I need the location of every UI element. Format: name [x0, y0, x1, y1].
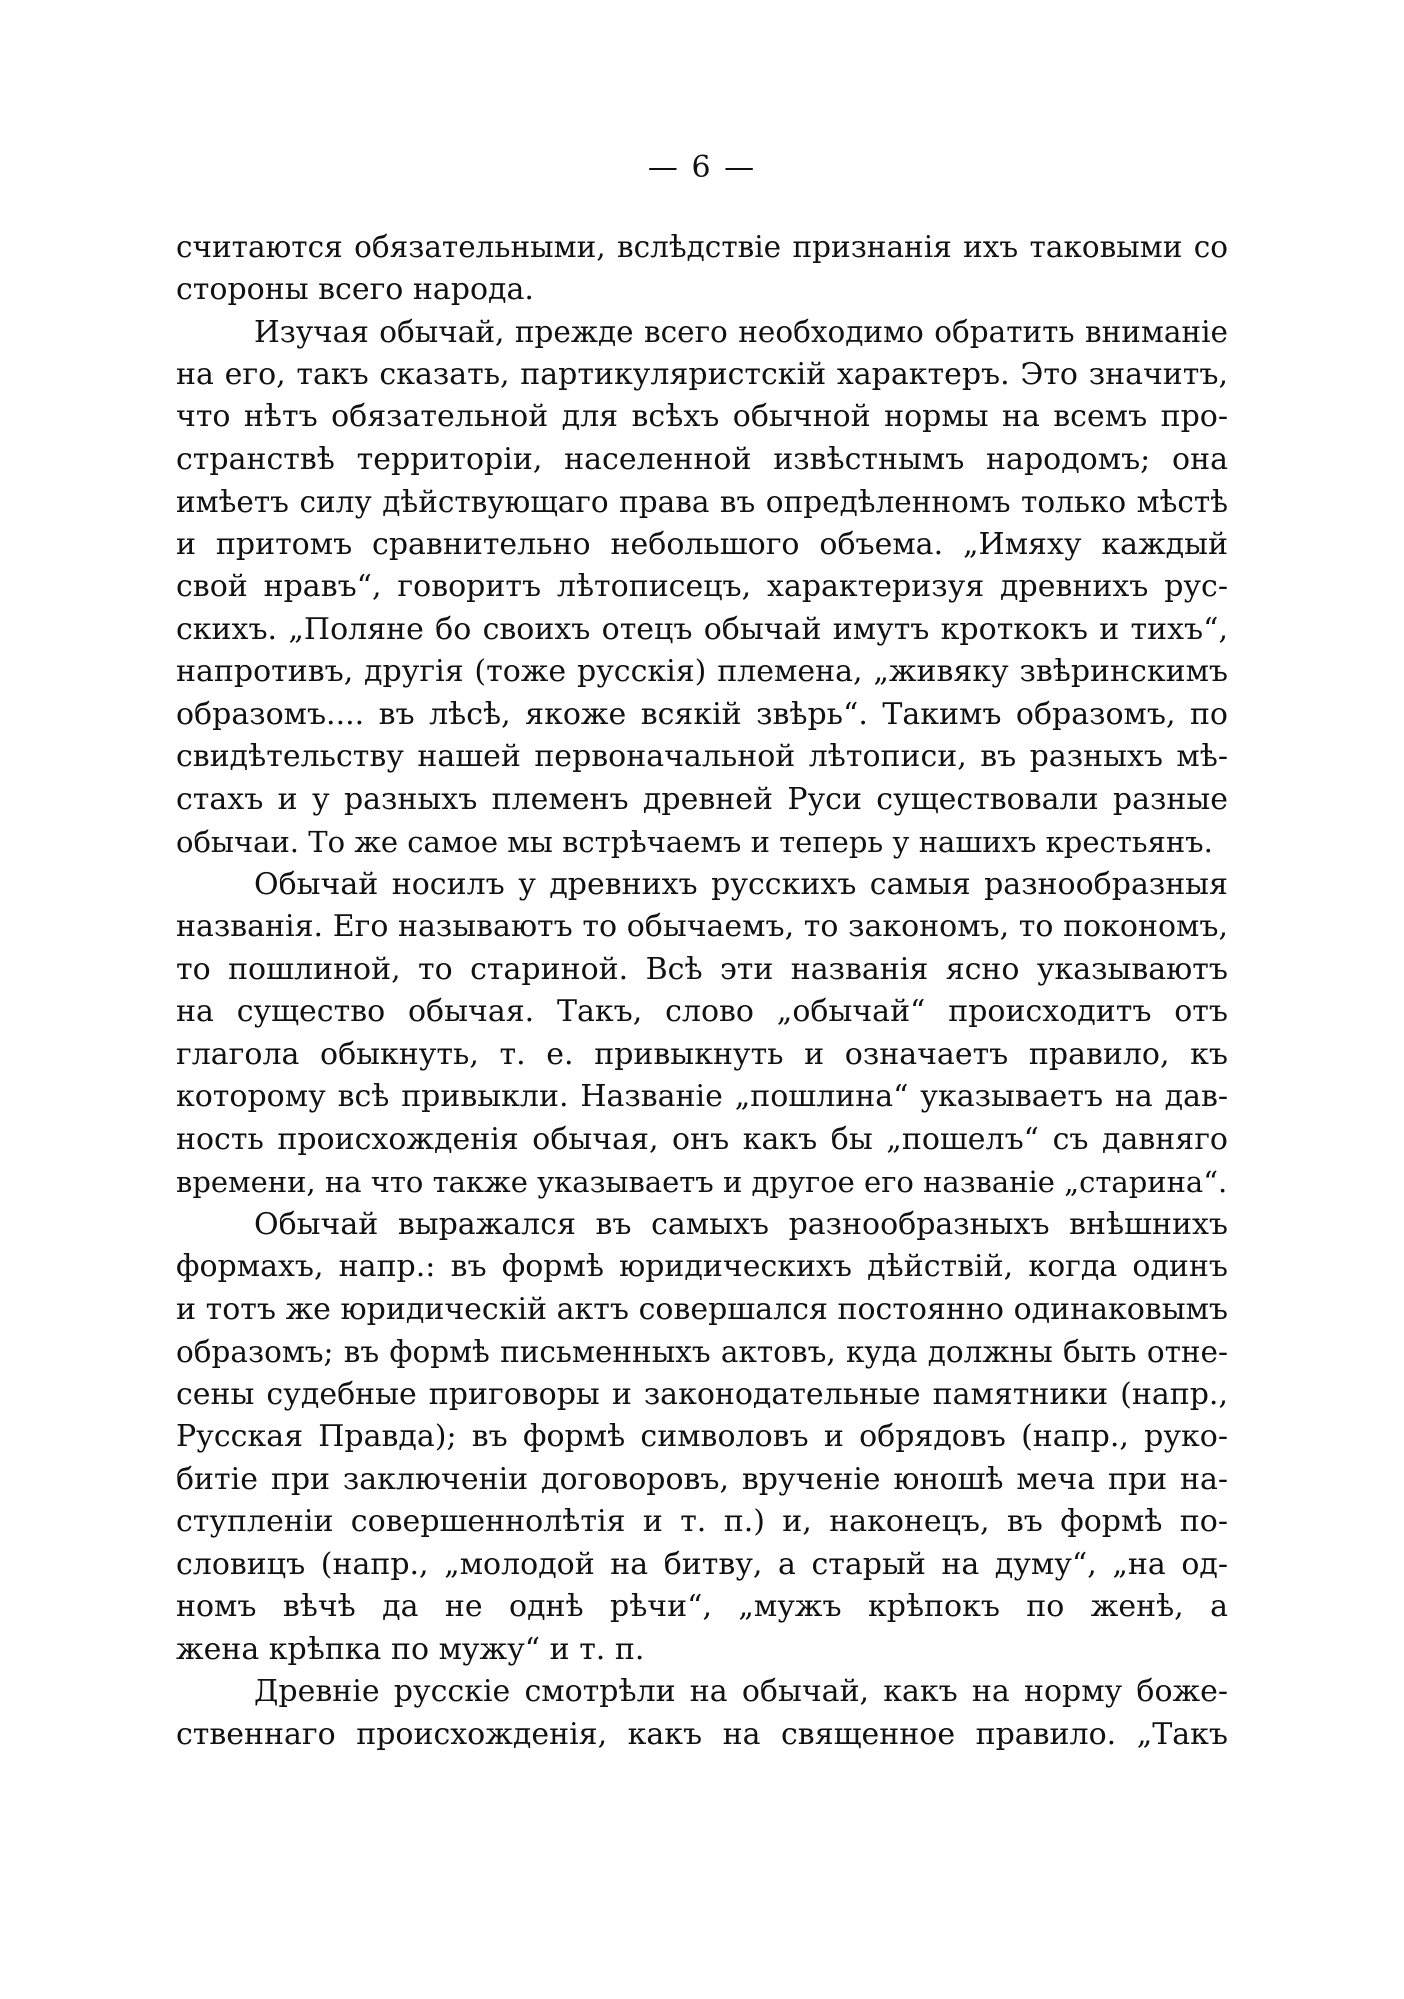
text-line: словицъ (напр., „молодой на битву, а старый на думу“, „на од- [176, 1546, 1228, 1582]
text-line: напротивъ, другія (тоже русскія) племена, „живяку звѣринскимъ [176, 654, 1228, 689]
text-line: на его, такъ сказать, партикуляристскій характеръ. Это значитъ, [176, 356, 1228, 392]
text-line: которому всѣ привыкли. Названіе „пошлина“ указываетъ на дав- [176, 1079, 1228, 1114]
text-line: ственнаго происхожденія, какъ на священное правило. „Такъ [176, 1716, 1228, 1752]
text-line: Древніе русскіе смотрѣли на обычай, какъ на норму боже- [254, 1674, 1228, 1709]
text-line: глагола обыкнуть, т. е. привыкнуть и означаетъ правило, къ [176, 1036, 1228, 1072]
text-line: странствѣ территоріи, населенной извѣстнымъ народомъ; она [176, 441, 1228, 477]
text-line: образомъ.... въ лѣсѣ, якоже всякій звѣрь“. Такимъ образомъ, по [176, 696, 1228, 732]
text-line: образомъ; въ формѣ письменныхъ актовъ, куда должны быть отне- [176, 1335, 1228, 1369]
text-line: номъ вѣчѣ да не однѣ рѣчи“, „мужъ крѣпокъ по женѣ, а [176, 1589, 1228, 1624]
text-line: стороны всего народа. [176, 271, 534, 307]
text-line: имѣетъ силу дѣйствующаго права въ опредѣленномъ только мѣстѣ [176, 485, 1228, 519]
page-number: — 6 — [647, 150, 757, 185]
text-line: и притомъ сравнительно небольшого объема. „Имяху каждый [176, 526, 1228, 562]
text-line: времени, на что также указываетъ и другое его названіе „старина“. [176, 1165, 1228, 1199]
text-line: названія. Его называютъ то обычаемъ, то закономъ, то покономъ, [176, 909, 1228, 944]
text-line: ность происхожденія обычая, онъ какъ бы „пошелъ“ съ давняго [176, 1121, 1228, 1157]
text-line: что нѣтъ обязательной для всѣхъ обычной нормы на всемъ про- [176, 399, 1228, 434]
text-line: на существо обычая. Такъ, слово „обычай“ происходитъ отъ [176, 994, 1228, 1029]
text-line: Обычай выражался въ самыхъ разнообразныхъ внѣшнихъ [254, 1206, 1228, 1242]
text-line: обычаи. То же самое мы встрѣчаемъ и теперь у нашихъ крестьянъ. [176, 825, 1213, 859]
text-line: свой нравъ“, говоритъ лѣтописецъ, характеризуя древнихъ рус- [176, 569, 1228, 604]
text-line: ступленіи совершеннолѣтія и т. п.) и, наконецъ, въ формѣ по- [176, 1504, 1228, 1539]
text-line: стахъ и у разныхъ племенъ древней Руси существовали разные [176, 781, 1228, 817]
text-line: скихъ. „Поляне бо своихъ отецъ обычай имутъ кроткокъ и тихъ“, [176, 611, 1228, 647]
text-line: сены судебные приговоры и законодательные памятники (напр., [176, 1376, 1228, 1412]
text-line: то пошлиной, то стариной. Всѣ эти названія ясно указываютъ [176, 951, 1228, 987]
text-line: формахъ, напр.: въ формѣ юридическихъ дѣйствій, когда одинъ [176, 1249, 1228, 1284]
text-line: жена крѣпка по мужу“ и т. п. [176, 1631, 645, 1667]
text-line: Изучая обычай, прежде всего необходимо обратить вниманіе [254, 315, 1228, 349]
text-line: свидѣтельству нашей первоначальной лѣтописи, въ разныхъ мѣ- [176, 739, 1228, 774]
text-line: и тотъ же юридическій актъ совершался постоянно одинаковымъ [176, 1291, 1228, 1327]
text-line: считаются обязательными, вслѣдствіе признанія ихъ таковыми со [176, 230, 1228, 264]
text-line: битіе при заключеніи договоровъ, врученіе юношѣ меча при на- [176, 1461, 1228, 1497]
body-text [176, 226, 1228, 1756]
text-line: Русская Правда); въ формѣ символовъ и обрядовъ (напр., руко- [176, 1419, 1228, 1454]
text-line: Обычай носилъ у древнихъ русскихъ самыя разнообразныя [254, 866, 1228, 902]
